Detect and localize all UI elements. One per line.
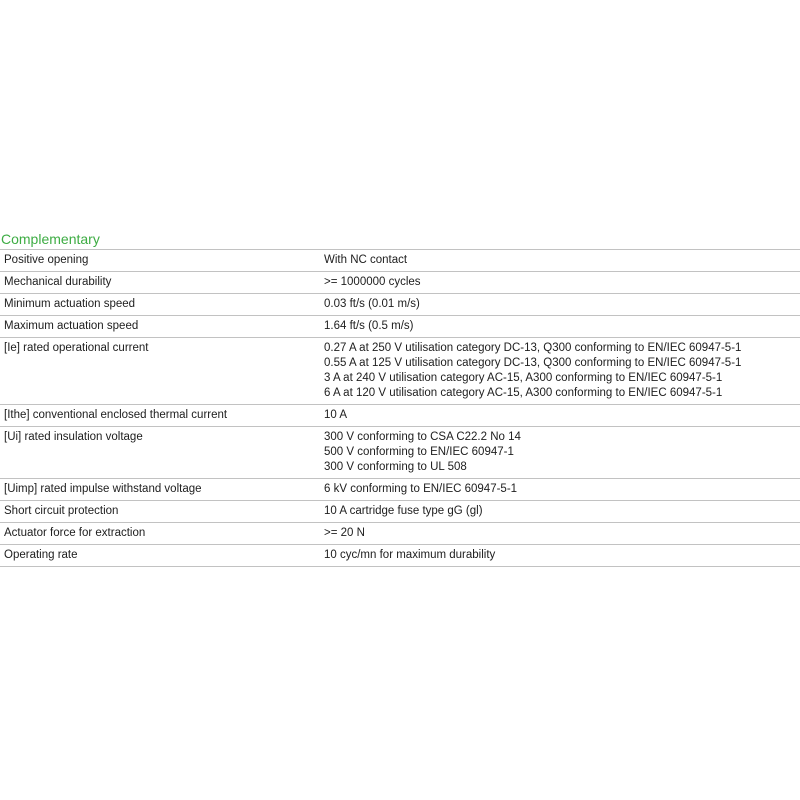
table-row (0, 545, 800, 567)
spec-value (320, 545, 800, 567)
spec-value (320, 294, 800, 316)
spec-label: Minimum actuation speed (0, 294, 320, 316)
spec-value (320, 501, 800, 523)
table-row (0, 338, 800, 405)
spec-value (320, 427, 800, 479)
spec-value (320, 272, 800, 294)
table-row (0, 501, 800, 523)
table-row (0, 479, 800, 501)
spec-value-line: 500 V conforming to EN/IEC 60947-1 (324, 446, 514, 458)
table-row (0, 294, 800, 316)
spec-value-line: 300 V conforming to CSA C22.2 No 14 (324, 431, 521, 443)
spec-label: Short circuit protection (0, 501, 320, 523)
spec-table-body (0, 250, 800, 567)
spec-value-line: 10 A (324, 409, 348, 421)
spec-value (320, 479, 800, 501)
spec-value (320, 338, 800, 405)
spec-value-line: 0.03 ft/s (0.01 m/s) (324, 298, 420, 310)
spec-value-line: >= 20 N (324, 527, 365, 539)
spec-label: Positive opening (0, 250, 320, 272)
spec-value-line: 1.64 ft/s (0.5 m/s) (324, 320, 414, 332)
table-row (0, 272, 800, 294)
spec-label: [Ui] rated insulation voltage (0, 427, 320, 479)
table-row (0, 316, 800, 338)
table-row (0, 427, 800, 479)
spec-value-line: 300 V conforming to UL 508 (324, 461, 467, 473)
spec-value (320, 523, 800, 545)
spec-label: [Ie] rated operational current (0, 338, 320, 405)
table-row (0, 250, 800, 272)
spec-label: Maximum actuation speed (0, 316, 320, 338)
table-row (0, 523, 800, 545)
spec-value-line: 6 kV conforming to EN/IEC 60947-5-1 (324, 483, 518, 495)
spec-table (0, 249, 800, 567)
spec-value-line: 3 A at 240 V utilisation category AC-15, A300 conforming to EN/IEC 60947-5-1 (324, 372, 723, 384)
spec-value-line: >= 1000000 cycles (324, 276, 421, 288)
spec-value-line: 6 A at 120 V utilisation category AC-15, A300 conforming to EN/IEC 60947-5-1 (324, 387, 723, 399)
spec-label: Actuator force for extraction (0, 523, 320, 545)
spec-value-line: 10 cyc/mn for maximum durability (324, 549, 496, 561)
complementary-section (0, 230, 800, 567)
spec-value-line: 0.27 A at 250 V utilisation category DC-13, Q300 conforming to EN/IEC 60947-5-1 (324, 342, 742, 354)
spec-value (320, 405, 800, 427)
spec-value (320, 316, 800, 338)
spec-label: [Ithe] conventional enclosed thermal current (0, 405, 320, 427)
spec-value-line: With NC contact (324, 254, 408, 266)
spec-value-line: 0.55 A at 125 V utilisation category DC-13, Q300 conforming to EN/IEC 60947-5-1 (324, 357, 742, 369)
spec-value-line: 10 A cartridge fuse type gG (gl) (324, 505, 483, 517)
table-row (0, 405, 800, 427)
spec-label: Mechanical durability (0, 272, 320, 294)
spec-value (320, 250, 800, 272)
section-title: Complementary (1, 231, 100, 247)
spec-label: Operating rate (0, 545, 320, 567)
spec-label: [Uimp] rated impulse withstand voltage (0, 479, 320, 501)
